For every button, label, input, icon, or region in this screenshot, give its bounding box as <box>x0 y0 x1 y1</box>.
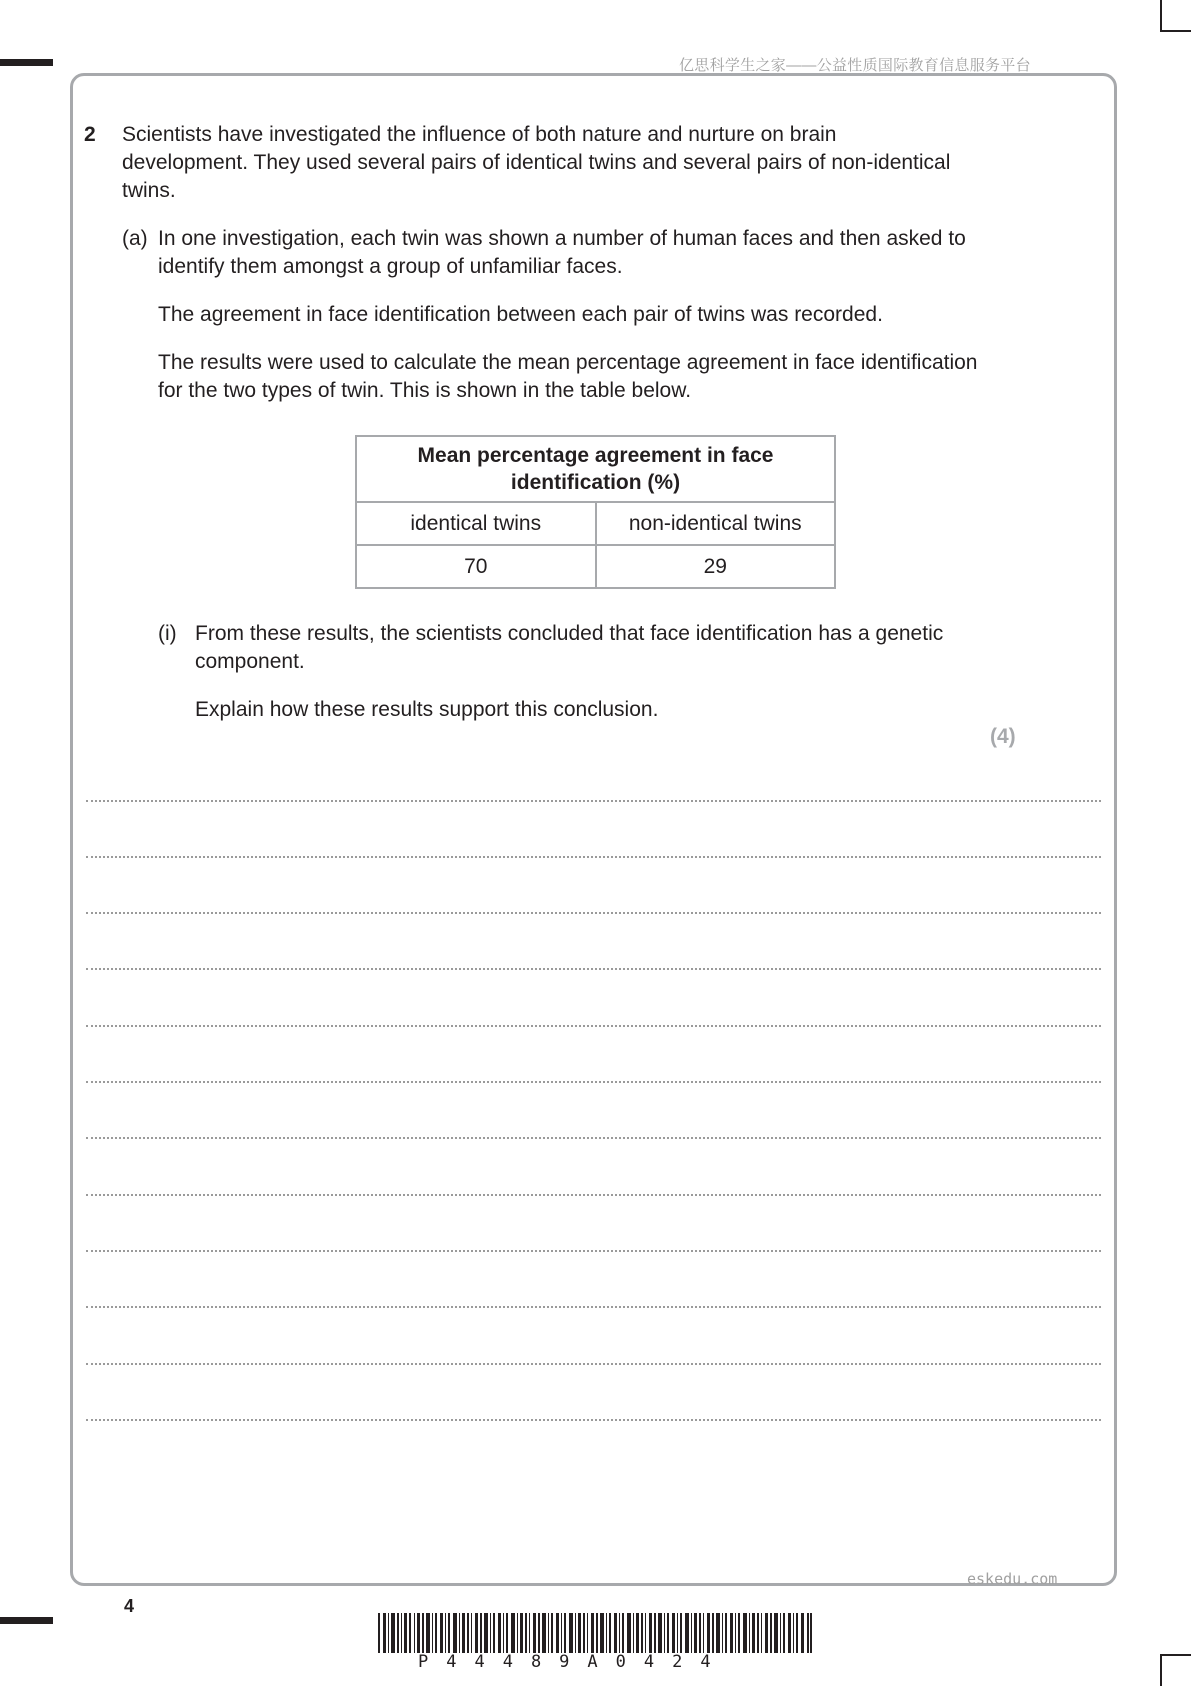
header-watermark: 亿思科学生之家——公益性质国际教育信息服务平台 <box>679 57 1031 74</box>
table-value-identical: 70 <box>356 545 596 588</box>
crop-mark-top-right <box>1160 0 1191 32</box>
answer-line[interactable] <box>86 1306 1101 1308</box>
sub-question-i-instruction: Explain how these results support this conclusion. <box>195 698 659 721</box>
margin-mark-top <box>0 59 53 66</box>
page-number: 4 <box>124 1596 135 1616</box>
answer-line[interactable] <box>86 800 1101 802</box>
crop-mark-bottom-right <box>1160 1654 1191 1686</box>
marks-indicator: (4) <box>990 725 1016 748</box>
answer-line[interactable] <box>86 1137 1101 1139</box>
barcode-icon <box>378 1613 812 1653</box>
sub-question-i-label: (i) <box>158 622 177 645</box>
part-a-label: (a) <box>122 227 148 250</box>
barcode-text: P44489A0424 <box>418 1652 729 1672</box>
answer-line[interactable] <box>86 912 1101 914</box>
question-number: 2 <box>84 123 96 146</box>
question-intro: Scientists have investigated the influence of both nature and nurture on brain development. They used several pairs of identical twins and several pairs of non-identical twins. <box>122 123 951 202</box>
part-a-paragraph-3: The results were used to calculate the mean percentage agreement in face identification for the two types of twin. This is shown in the table below. <box>158 351 978 402</box>
answer-line[interactable] <box>86 1250 1101 1252</box>
table-header: Mean percentage agreement in face identification (%) <box>356 436 835 502</box>
results-table <box>355 435 836 589</box>
part-a-paragraph-1: In one investigation, each twin was shown a number of human faces and then asked to identify them amongst a group of unfamiliar faces. <box>158 227 966 278</box>
footer-site-watermark: eskedu.com <box>967 1570 1058 1588</box>
table-value-non-identical: 29 <box>596 545 836 588</box>
answer-line[interactable] <box>86 1363 1101 1365</box>
sub-question-i-text: From these results, the scientists concluded that face identification has a genetic component. <box>195 622 944 673</box>
answer-line[interactable] <box>86 1419 1101 1421</box>
table-column-non-identical: non-identical twins <box>596 502 836 545</box>
table-column-identical: identical twins <box>356 502 596 545</box>
answer-line[interactable] <box>86 856 1101 858</box>
answer-line[interactable] <box>86 1025 1101 1027</box>
answer-line[interactable] <box>86 968 1101 970</box>
answer-line[interactable] <box>86 1194 1101 1196</box>
margin-mark-bottom <box>0 1617 53 1624</box>
answer-line[interactable] <box>86 1081 1101 1083</box>
page-frame <box>70 73 1117 1586</box>
part-a-paragraph-2: The agreement in face identification between each pair of twins was recorded. <box>158 303 883 326</box>
